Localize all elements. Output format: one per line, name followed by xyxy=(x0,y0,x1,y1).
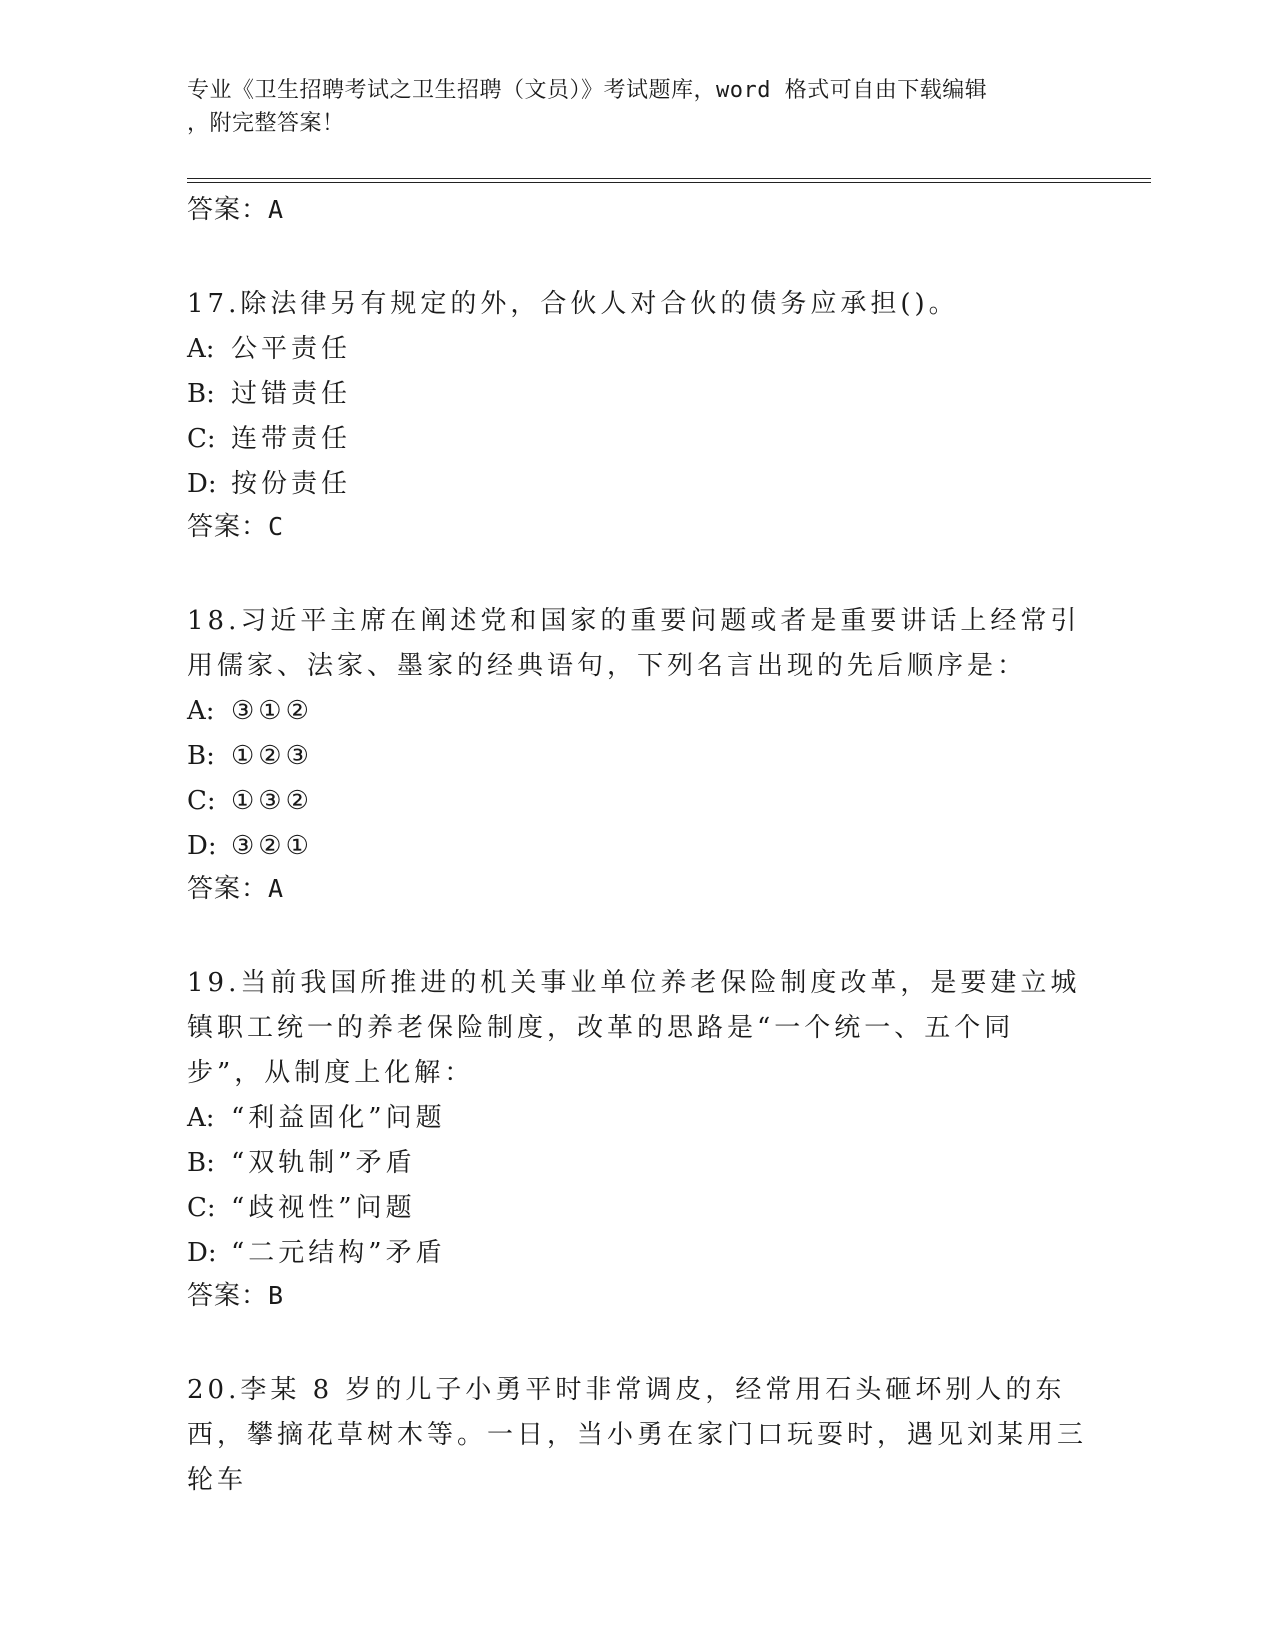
header-rule-bottom xyxy=(187,182,1151,183)
option-text: 连带责任 xyxy=(231,424,352,454)
answer-label: 答案： xyxy=(187,1281,269,1311)
option-text: “双轨制”矛盾 xyxy=(231,1148,416,1178)
answer-line xyxy=(187,869,1087,909)
option-d xyxy=(187,1231,1087,1276)
option-text: “利益固化”问题 xyxy=(231,1103,446,1133)
option-text: ③②① xyxy=(231,831,313,861)
option-c xyxy=(187,417,1087,462)
question-17 xyxy=(187,282,1087,547)
option-c xyxy=(187,1186,1087,1231)
option-a xyxy=(187,327,1087,372)
option-letter: D: xyxy=(187,469,217,499)
question-text: 20.李某 8 岁的儿子小勇平时非常调皮，经常用石头砸坏别人的东西，攀摘花草树木等。一日，当小勇在家门口玩耍时，遇见刘某用三轮车 xyxy=(187,1375,1088,1495)
option-letter: C: xyxy=(187,786,216,816)
option-letter: A: xyxy=(187,334,215,364)
answer-value: A xyxy=(268,874,285,903)
question-19 xyxy=(187,961,1087,1316)
option-a xyxy=(187,689,1087,734)
header-line-2: ，附完整答案！ xyxy=(187,111,345,136)
option-b xyxy=(187,372,1087,417)
option-letter: A: xyxy=(187,696,215,726)
option-text: 公平责任 xyxy=(231,334,352,364)
answer-line xyxy=(187,507,1087,547)
header-line-1: 专业《卫生招聘考试之卫生招聘（文员）》考试题库，word 格式可自由下载编辑 xyxy=(187,78,988,103)
option-text: “歧视性”问题 xyxy=(231,1193,416,1223)
option-text: “二元结构”矛盾 xyxy=(231,1238,446,1268)
option-text: 按份责任 xyxy=(231,469,352,499)
option-letter: B: xyxy=(187,379,215,409)
document-body xyxy=(187,190,1087,1503)
question-18 xyxy=(187,599,1087,909)
header-rule-top xyxy=(187,178,1151,179)
answer-label: 答案： xyxy=(187,874,269,904)
question-text: 17.除法律另有规定的外，合伙人对合伙的债务应承担()。 xyxy=(187,289,959,319)
answer-line xyxy=(187,190,1087,230)
option-c xyxy=(187,779,1087,824)
option-a xyxy=(187,1096,1087,1141)
answer-value: A xyxy=(268,195,285,224)
option-letter: D: xyxy=(187,1238,217,1268)
option-text: ③①② xyxy=(231,696,313,726)
option-letter: B: xyxy=(187,1148,215,1178)
option-letter: C: xyxy=(187,1193,216,1223)
option-text: ①③② xyxy=(231,786,313,816)
question-20 xyxy=(187,1368,1087,1503)
option-d xyxy=(187,824,1087,869)
answer-label: 答案： xyxy=(187,512,269,542)
answer-value: B xyxy=(268,1281,285,1310)
option-letter: D: xyxy=(187,831,217,861)
option-b xyxy=(187,734,1087,779)
answer-value: C xyxy=(268,512,285,541)
answer-label: 答案： xyxy=(187,195,269,225)
question-text: 19.当前我国所推进的机关事业单位养老保险制度改革，是要建立城镇职工统一的养老保险制度，改革的思路是“一个统一、五个同步”，从制度上化解： xyxy=(187,968,1081,1088)
option-letter: B: xyxy=(187,741,215,771)
option-b xyxy=(187,1141,1087,1186)
option-text: ①②③ xyxy=(231,741,313,771)
option-letter: A: xyxy=(187,1103,215,1133)
question-text: 18.习近平主席在阐述党和国家的重要问题或者是重要讲话上经常引用儒家、法家、墨家的经典语句，下列名言出现的先后顺序是： xyxy=(187,606,1081,681)
document-header xyxy=(187,74,1067,140)
option-letter: C: xyxy=(187,424,216,454)
answer-line xyxy=(187,1276,1087,1316)
option-d xyxy=(187,462,1087,507)
option-text: 过错责任 xyxy=(231,379,352,409)
